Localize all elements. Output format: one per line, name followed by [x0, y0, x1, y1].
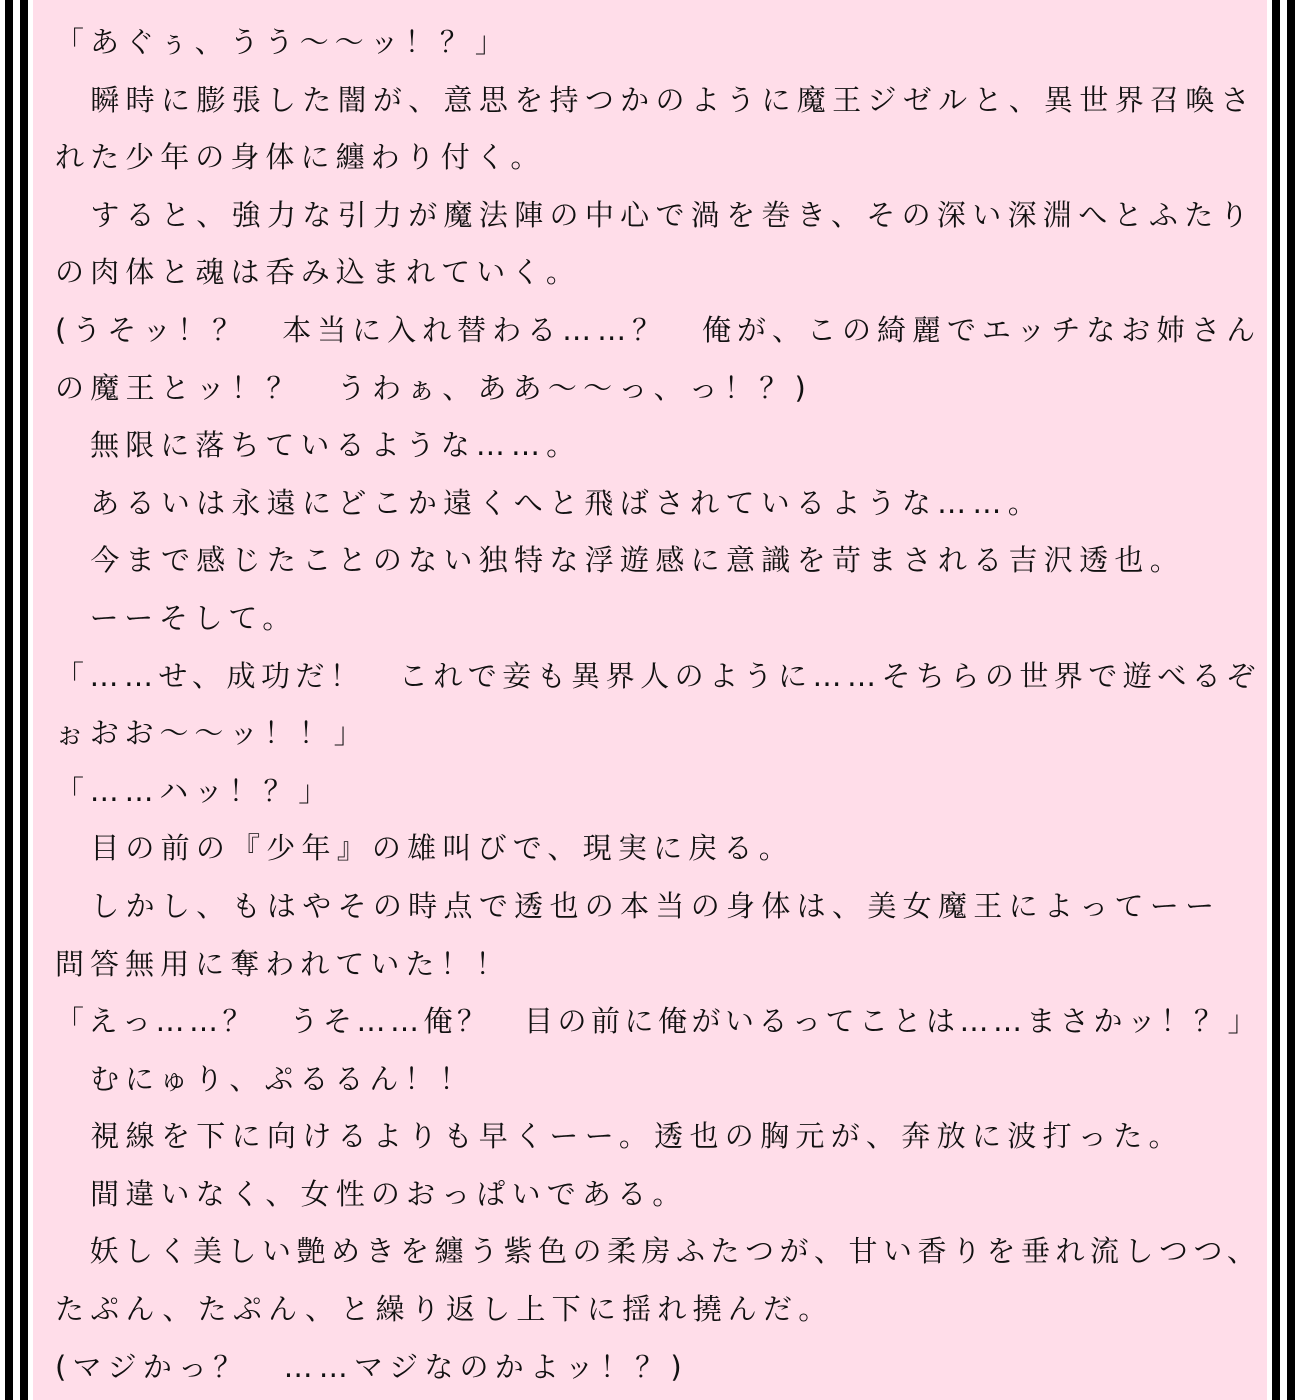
text-line: 「……せ、成功だ！ これで妾も異界人のように……そちらの世界で遊べるぞ: [55, 658, 1261, 693]
text-line: 「あぐぅ、うう〜〜ッ！？」: [55, 25, 510, 59]
text-line: 「えっ……？ うそ……俺？ 目の前に俺がいるってことは……まさかッ！？」: [55, 1004, 1262, 1039]
text-line: 今まで感じたことのない独特な浮遊感に意識を苛まされる吉沢透也。: [55, 543, 1186, 578]
left-outer-border: [5, 0, 13, 1400]
text-line: れた少年の身体に纏わり付く。: [55, 140, 546, 175]
text-line: すると、強力な引力が魔法陣の中心で渦を巻き、その深い深淵へとふたり: [55, 197, 1255, 232]
text-line: 「……ハッ！？」: [55, 773, 334, 808]
text-line: の魔王とッ！？ うわぁ、ああ〜〜っ、っ！？): [55, 370, 813, 405]
right-inner-border: [1272, 0, 1280, 1400]
text-line: 瞬時に膨張した闇が、意思を持つかのように魔王ジゼルと、異世界召喚さ: [55, 82, 1257, 117]
left-inner-border: [20, 0, 28, 1400]
right-outer-border: [1287, 0, 1295, 1400]
text-line: 視線を下に向けるよりも早くーー。透也の胸元が、奔放に波打った。: [55, 1119, 1184, 1154]
text-line: ーーそして。: [55, 600, 297, 635]
text-line: 妖しく美しい艶めきを纏う紫色の柔房ふたつが、甘い香りを垂れ流しつつ、: [55, 1234, 1262, 1269]
text-line: しかし、もはやその時点で透也の本当の身体は、美女魔王によってーー: [55, 888, 1221, 923]
story-text-panel: [33, 0, 1267, 1400]
text-line: 間違いなく、女性のおっぱいである。: [55, 1176, 688, 1211]
text-line: (マジかっ？ ……マジなのかよッ！？): [55, 1349, 688, 1384]
text-line: 問答無用に奪われていた！！: [55, 946, 511, 981]
text-line: ぉおお〜〜ッ！！」: [55, 716, 369, 751]
text-line: の肉体と魂は呑み込まれていく。: [55, 255, 581, 290]
text-line: たぷん、たぷん、と繰り返し上下に揺れ撓んだ。: [55, 1292, 834, 1327]
text-line: 無限に落ちているような……。: [55, 428, 582, 463]
text-line: (うそッ！？ 本当に入れ替わる……？ 俺が、この綺麗でエッチなお姉さん: [55, 312, 1262, 347]
text-line: むにゅり、ぷるるん！！: [55, 1061, 475, 1096]
text-line: 目の前の『少年』の雄叫びで、現実に戻る。: [55, 831, 794, 866]
text-line: あるいは永遠にどこか遠くへと飛ばされているような……。: [55, 485, 1044, 520]
